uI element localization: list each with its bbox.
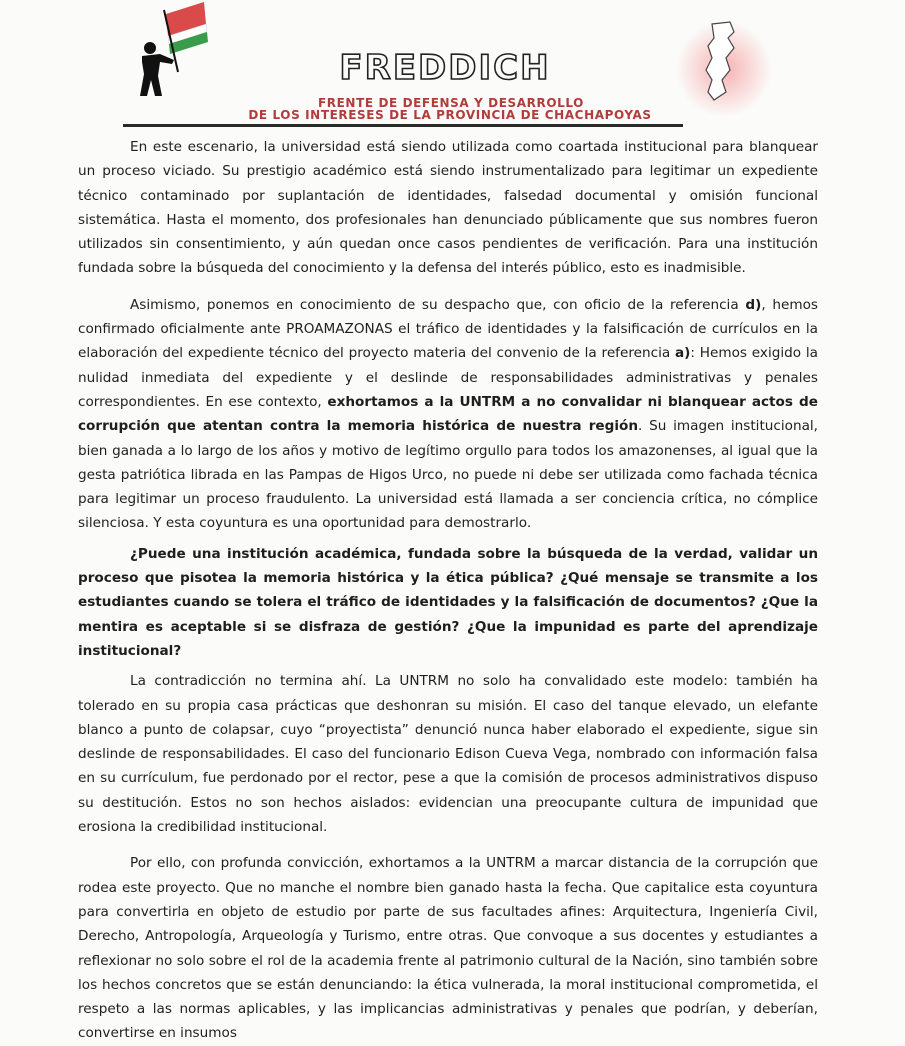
p2-exhortation: exhortamos a la UNTRM a no convalidar ni blanquear actos de corrupción que atentan contra la memoria histórica de nuestra región [78, 393, 818, 435]
paragraph-1: En este escenario, la universidad está siendo utilizada como coartada institucional para blanquear un proceso viciado. Su prestigio académico está siendo instrumentalizado para legitimar un expediente técnico contaminado por suplantación de identidades, falsedad documental y omisión funcional sistemática. Hasta el momento, dos profesionales han denunciado públicamente que sus nombres fueron utilizados sin consentimiento, y aún quedan once casos pendientes de verificación. Para una institución fundada sobre la búsqueda del conocimiento y la defensa del interés público, esto es inadmisible. [78, 139, 818, 277]
letter-body [78, 135, 818, 1046]
p2-ref-d: d) [745, 296, 762, 313]
flag-bearer-icon [130, 2, 220, 97]
province-map-icon [672, 14, 772, 124]
paragraph-4: La contradicción no termina ahí. La UNTRM no solo ha convalidado este modelo: también ha tolerado en su propia casa prácticas que deshonran su misión. El caso del tanque elevado, un elefante blanco a punto de colapsar, cuyo “proyectista” denunció nunca haber elaborado el expediente, sigue sin deslinde de responsabilidades. El caso del funcionario Edison Cueva Vega, nombrado con información falsa en su currículum, fue perdonado por el rector, pese a que la comisión de procesos administrativos dispuso su destitución. Estos no son hechos aislados: evidencian una preocupante cultura de impunidad que erosiona la credibilidad institucional. [78, 673, 818, 836]
org-name: FREDDICH [339, 48, 551, 88]
paragraph-3-questions: ¿Puede una institución académica, fundada sobre la búsqueda de la verdad, validar un proceso que pisotea la memoria histórica y la ética pública? ¿Qué mensaje se transmite a los estudiantes cuando se tolera el tráfico de identidades y la falsificación de documentos? ¿Que la mentira es aceptable si se disfraza de gestión? ¿Que la impunidad es parte del aprendizaje institucional? [78, 545, 818, 659]
p2-text-b: , hemos confirmado oficialmente ante PROAMAZONAS el tráfico de identidades y la falsificación de currículos en la elaboración del expediente técnico del proyecto materia del convenio de la referencia [78, 296, 819, 362]
paragraph-5: Por ello, con profunda convicción, exhortamos a la UNTRM a marcar distancia de la corrupción que rodea este proyecto. Que no manche el nombre bien ganado hasta la fecha. Que capitalice esta coyuntura para convertirla en objeto de estudio por parte de sus facultades afines: Arquitectura, Ingeniería Civil, Derecho, Antropología, Arqueología y Turismo, entre otras. Que convoque a sus docentes y estudiantes a reflexionar no solo sobre el rol de la academia frente al patrimonio cultural de la Nación, sino también sobre los hechos concretos que se están denunciando: la ética vulnerada, la moral institucional comprometida, el respeto a las normas aplicables, y las implicancias administrativas y penales que podrían, y deberían, convertirse en insumos [78, 855, 818, 1042]
p2-ref-a: a) [674, 345, 691, 362]
p2-text-c: : Hemos exigido la nulidad inmediata del expediente y el deslinde de responsabilidades administrativas y penales correspondientes. En ese contexto, [78, 345, 818, 410]
org-subtitle-line1: FRENTE DE DEFENSA Y DESARROLLO [318, 96, 584, 110]
paragraph-2 [78, 293, 818, 536]
p2-text-a: Asimismo, ponemos en conocimiento de su despacho que, con oficio de la referencia [130, 296, 746, 313]
p2-text-d: . Su imagen institucional, bien ganada a lo largo de los años y motivo de legítimo orgullo para todos los amazonenses, al igual que la gesta patriótica librada en las Pampas de Higos Urco, no puede ni debe ser utilizada como fachada técnica para legitimar un proceso fraudulento. La universidad está llamada a ser conciencia crítica, no cómplice silenciosa. Y esta coyuntura es una oportunidad para demostrarlo. [78, 418, 819, 532]
header-rule [123, 124, 683, 127]
letterhead [0, 0, 905, 140]
org-subtitle-line2: DE LOS INTERESES DE LA PROVINCIA DE CHACHAPOYAS [248, 108, 652, 122]
